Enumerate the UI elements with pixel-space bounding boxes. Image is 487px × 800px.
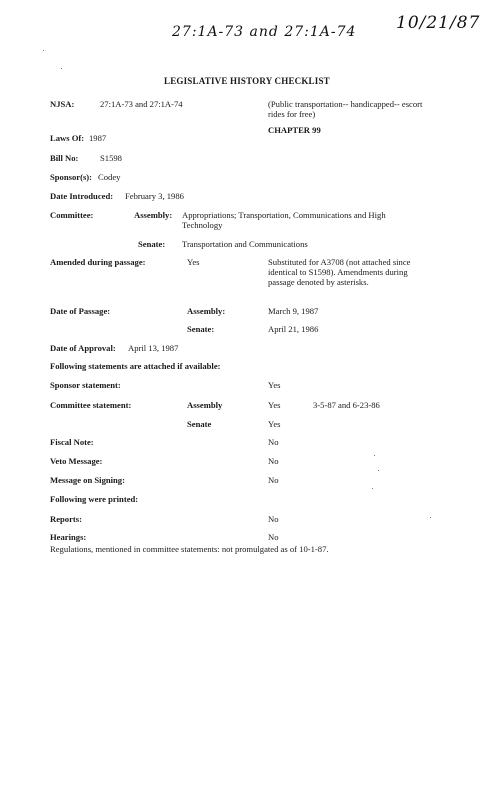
approval-value: April 13, 1987 bbox=[128, 343, 179, 353]
handwritten-statutes: 27:1A-73 and 27:1A-74 bbox=[172, 24, 357, 40]
signing-message-value: No bbox=[268, 475, 279, 485]
veto-message-value: No bbox=[268, 456, 279, 466]
scan-speck bbox=[378, 470, 379, 471]
veto-message-label: Veto Message: bbox=[50, 456, 103, 466]
sponsor-statement-label: Sponsor statement: bbox=[50, 380, 121, 390]
passage-assembly-label: Assembly: bbox=[187, 306, 226, 316]
date-introduced-label: Date Introduced: bbox=[50, 191, 114, 201]
attached-heading: Following statements are attached if available: bbox=[50, 361, 221, 371]
regulations-note: Regulations, mentioned in committee statements: not promulgated as of 10-1-87. bbox=[50, 544, 329, 554]
njsa-value: 27:1A-73 and 27:1A-74 bbox=[100, 99, 183, 109]
scan-speck bbox=[61, 68, 62, 69]
handwritten-date: 10/21/87 bbox=[396, 13, 481, 33]
bill-no-label: Bill No: bbox=[50, 153, 79, 163]
amended-label: Amended during passage: bbox=[50, 257, 146, 267]
sponsor-statement-value: Yes bbox=[268, 380, 281, 390]
amended-value: Yes bbox=[187, 257, 200, 267]
hearings-label: Hearings: bbox=[50, 532, 87, 542]
reports-value: No bbox=[268, 514, 279, 524]
date-introduced-value: February 3, 1986 bbox=[125, 191, 184, 201]
reports-label: Reports: bbox=[50, 514, 82, 524]
scan-speck bbox=[430, 517, 431, 518]
signing-message-label: Message on Signing: bbox=[50, 475, 125, 485]
committee-statement-senate-value: Yes bbox=[268, 419, 281, 429]
passage-label: Date of Passage: bbox=[50, 306, 111, 316]
njsa-description: (Public transportation-- handicapped-- escort rides for free) bbox=[268, 99, 423, 119]
passage-senate-value: April 21, 1986 bbox=[268, 324, 319, 334]
bill-no-value: S1598 bbox=[100, 153, 122, 163]
sponsor-label: Sponsor(s): bbox=[50, 172, 93, 182]
committee-statement-assembly-label: Assembly bbox=[187, 400, 223, 410]
sponsor-value: Codey bbox=[98, 172, 121, 182]
committee-senate-label: Senate: bbox=[138, 239, 166, 249]
laws-of-label: Laws Of: bbox=[50, 133, 85, 143]
hearings-value: No bbox=[268, 532, 279, 542]
fiscal-note-value: No bbox=[268, 437, 279, 447]
committee-statement-senate-label: Senate bbox=[187, 419, 212, 429]
approval-label: Date of Approval: bbox=[50, 343, 116, 353]
page-title: LEGISLATIVE HISTORY CHECKLIST bbox=[164, 76, 330, 86]
laws-of-value: 1987 bbox=[89, 133, 107, 143]
scan-speck bbox=[372, 488, 373, 489]
scan-speck bbox=[374, 455, 375, 456]
chapter-number: CHAPTER 99 bbox=[268, 125, 321, 135]
njsa-label: NJSA: bbox=[50, 99, 75, 109]
passage-senate-label: Senate: bbox=[187, 324, 215, 334]
fiscal-note-label: Fiscal Note: bbox=[50, 437, 94, 447]
committee-assembly-label: Assembly: bbox=[134, 210, 173, 220]
committee-statement-assembly-value: Yes bbox=[268, 400, 281, 410]
committee-label: Committee: bbox=[50, 210, 94, 220]
committee-senate-value: Transportation and Communications bbox=[182, 239, 308, 249]
amended-note: Substituted for A3708 (not attached since identical to S1598). Amendments during passage denoted by asterisks. bbox=[268, 257, 411, 287]
printed-heading: Following were printed: bbox=[50, 494, 139, 504]
committee-statement-label: Committee statement: bbox=[50, 400, 132, 410]
passage-assembly-value: March 9, 1987 bbox=[268, 306, 319, 316]
committee-statement-assembly-dates: 3-5-87 and 6-23-86 bbox=[313, 400, 380, 410]
scan-speck bbox=[43, 50, 44, 51]
committee-assembly-value: Appropriations; Transportation, Communications and High Technology bbox=[182, 210, 386, 230]
